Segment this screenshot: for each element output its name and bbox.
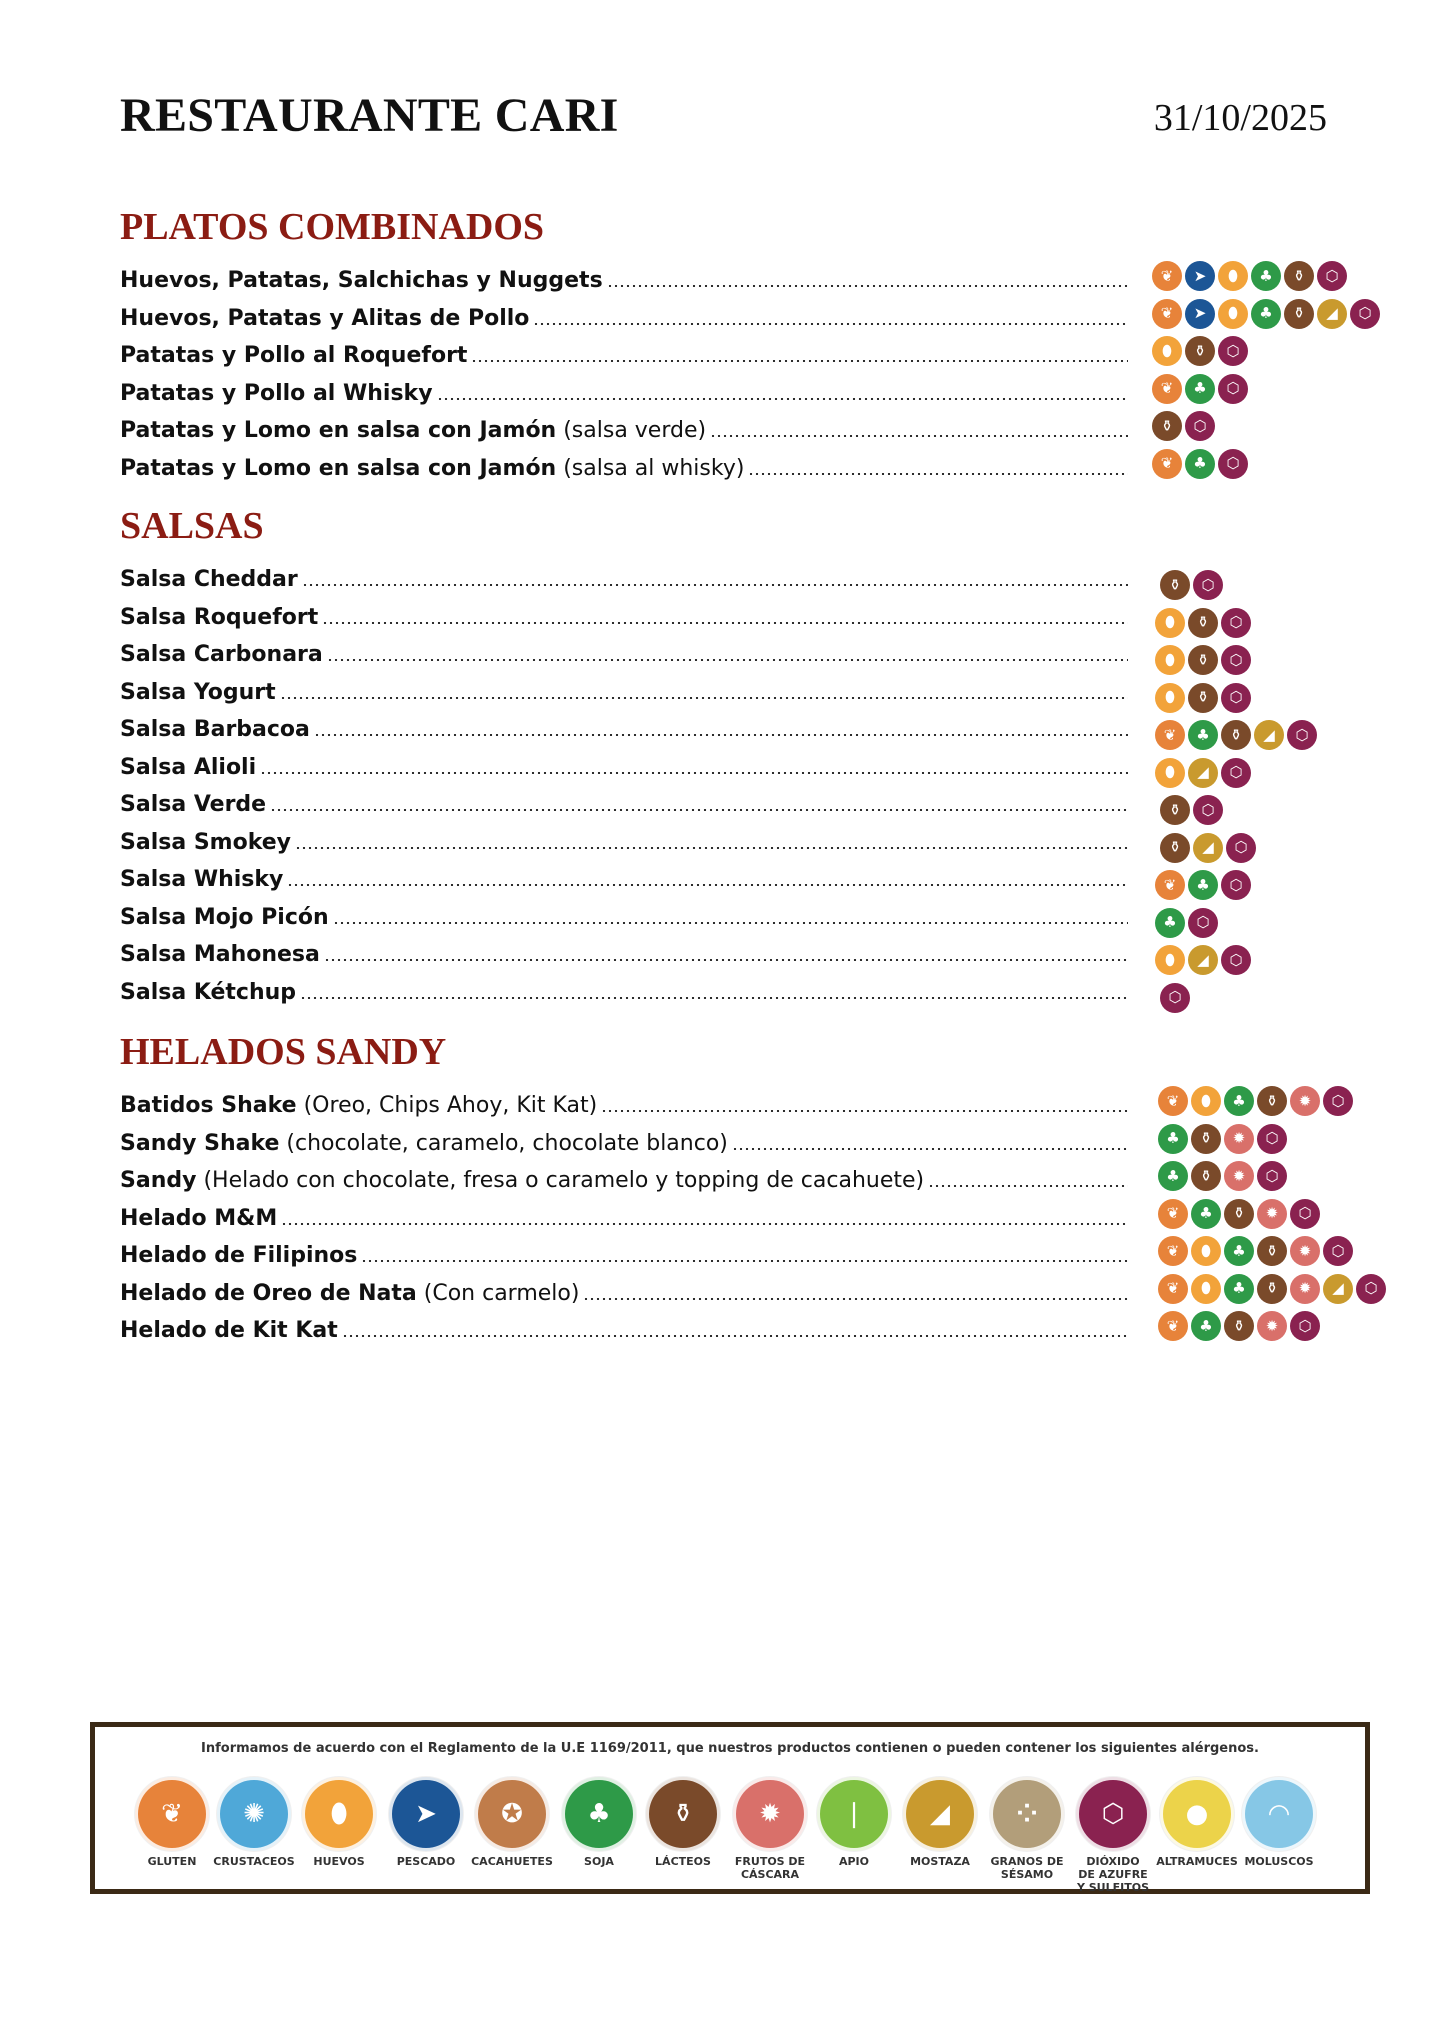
menu-item-note: (Con carmelo) bbox=[416, 1280, 580, 1306]
nut-icon: ✹ bbox=[1257, 1311, 1287, 1341]
menu-item bbox=[120, 370, 1128, 406]
wheat-icon: ❦ bbox=[1155, 870, 1185, 900]
milk-jug-icon: ⚱ bbox=[1257, 1274, 1287, 1304]
fish-icon: ➤ bbox=[389, 1777, 463, 1851]
wheat-icon: ❦ bbox=[135, 1777, 209, 1851]
allergen-legend bbox=[90, 1722, 1370, 1894]
legend-label: GRANOS DE SÉSAMO bbox=[990, 1855, 1064, 1881]
soy-icon: ♣ bbox=[1185, 374, 1215, 404]
milk-jug-icon: ⚱ bbox=[1284, 299, 1314, 329]
wheat-icon: ❦ bbox=[1158, 1236, 1188, 1266]
menu-item-name: Salsa Alioli bbox=[120, 754, 257, 780]
milk-jug-icon: ⚱ bbox=[1257, 1086, 1287, 1116]
legend-label: DIÓXIDO DE AZUFRE Y SULFITOS bbox=[1076, 1855, 1150, 1894]
menu-item bbox=[120, 819, 1128, 855]
milk-jug-icon: ⚱ bbox=[1160, 795, 1190, 825]
dot-leader bbox=[710, 435, 1128, 437]
menu-item-text bbox=[120, 456, 744, 481]
egg-icon: ⬮ bbox=[1218, 299, 1248, 329]
menu-item-text bbox=[120, 1281, 579, 1306]
menu-item bbox=[120, 1232, 1128, 1268]
egg-icon: ⬮ bbox=[1155, 683, 1185, 713]
milk-jug-icon: ⚱ bbox=[1160, 833, 1190, 863]
menu-item-text bbox=[120, 792, 266, 817]
menu-item-note: (Helado con chocolate, fresa o caramelo y topping de cacahuete) bbox=[196, 1168, 925, 1193]
egg-icon: ⬮ bbox=[1191, 1236, 1221, 1266]
menu-item-note: (salsa al whisky) bbox=[556, 455, 745, 481]
sulphite-icon: ⬡ bbox=[1221, 945, 1251, 975]
section-title-salsas: SALSAS bbox=[120, 505, 264, 547]
legend-item-huevos bbox=[296, 1777, 382, 1868]
legend-label: FRUTOS DE CÁSCARA bbox=[734, 1855, 806, 1881]
egg-icon: ⬮ bbox=[1191, 1274, 1221, 1304]
mustard-icon: ◢ bbox=[1188, 945, 1218, 975]
soy-icon: ♣ bbox=[1191, 1199, 1221, 1229]
sulphite-icon: ⬡ bbox=[1193, 795, 1223, 825]
legend-label: CACAHUETES bbox=[471, 1855, 553, 1868]
legend-label: ALTRAMUCES bbox=[1156, 1855, 1238, 1868]
allergen-icons bbox=[1160, 833, 1256, 863]
dot-leader bbox=[280, 697, 1128, 699]
allergen-icons bbox=[1160, 795, 1223, 825]
sulphite-icon: ⬡ bbox=[1226, 833, 1256, 863]
crab-icon: ✺ bbox=[217, 1777, 291, 1851]
legend-item-frutos bbox=[727, 1777, 813, 1881]
sulphite-icon: ⬡ bbox=[1076, 1777, 1150, 1851]
menu-item-name: Salsa Mojo Picón bbox=[120, 904, 329, 930]
sulphite-icon: ⬡ bbox=[1290, 1311, 1320, 1341]
sulphite-icon: ⬡ bbox=[1185, 411, 1215, 441]
wheat-icon: ❦ bbox=[1152, 374, 1182, 404]
allergen-icons bbox=[1155, 945, 1251, 975]
allergen-icons bbox=[1155, 908, 1218, 938]
milk-jug-icon: ⚱ bbox=[1188, 608, 1218, 638]
soy-icon: ♣ bbox=[1224, 1274, 1254, 1304]
wheat-icon: ❦ bbox=[1158, 1274, 1188, 1304]
menu-item-text bbox=[120, 268, 603, 293]
wheat-icon: ❦ bbox=[1152, 449, 1182, 479]
menu-date: 31/10/2025 bbox=[1153, 97, 1327, 139]
sulphite-icon: ⬡ bbox=[1188, 908, 1218, 938]
menu-item bbox=[120, 969, 1128, 1005]
legend-item-sulfitos bbox=[1070, 1777, 1156, 1894]
dot-leader bbox=[260, 772, 1128, 774]
menu-item bbox=[120, 295, 1128, 331]
dot-leader bbox=[322, 622, 1128, 624]
sulphite-icon: ⬡ bbox=[1323, 1086, 1353, 1116]
legend-note: Informamos de acuerdo con el Reglamento de la U.E 1169/2011, que nuestros productos contienen o pueden contener los siguientes alérgenos. bbox=[201, 1741, 1259, 1756]
menu-item-name: Salsa Kétchup bbox=[120, 979, 297, 1005]
legend-item-pescado bbox=[383, 1777, 469, 1868]
milk-jug-icon: ⚱ bbox=[1160, 570, 1190, 600]
menu-item bbox=[120, 669, 1128, 705]
legend-label: SOJA bbox=[584, 1855, 614, 1868]
menu-item-text bbox=[120, 605, 318, 630]
menu-item-name: Batidos Shake bbox=[120, 1093, 297, 1118]
allergen-icons bbox=[1160, 570, 1223, 600]
menu-item-text bbox=[120, 1131, 728, 1156]
milk-jug-icon: ⚱ bbox=[1188, 683, 1218, 713]
milk-jug-icon: ⚱ bbox=[1191, 1124, 1221, 1154]
wheat-icon: ❦ bbox=[1158, 1311, 1188, 1341]
menu-item bbox=[120, 1270, 1128, 1306]
menu-item bbox=[120, 631, 1128, 667]
soy-icon: ♣ bbox=[1191, 1311, 1221, 1341]
legend-item-sesamo bbox=[984, 1777, 1070, 1881]
allergen-icons bbox=[1158, 1161, 1287, 1191]
legend-label: MOSTAZA bbox=[910, 1855, 970, 1868]
menu-item-name: Sandy bbox=[120, 1168, 197, 1193]
sulphite-icon: ⬡ bbox=[1221, 608, 1251, 638]
milk-jug-icon: ⚱ bbox=[1221, 720, 1251, 750]
allergen-icons bbox=[1152, 374, 1248, 404]
soy-icon: ♣ bbox=[1188, 870, 1218, 900]
menu-item bbox=[120, 257, 1128, 293]
menu-item-text bbox=[120, 1318, 338, 1343]
menu-item-name: Patatas y Pollo al Whisky bbox=[120, 380, 433, 406]
menu-item-text bbox=[120, 942, 320, 967]
dot-leader bbox=[295, 847, 1128, 849]
menu-item-name: Helado de Oreo de Nata bbox=[120, 1280, 417, 1306]
sulphite-icon: ⬡ bbox=[1290, 1199, 1320, 1229]
nut-icon: ✹ bbox=[1290, 1274, 1320, 1304]
menu-item-text bbox=[120, 717, 310, 742]
dot-leader bbox=[314, 734, 1128, 736]
menu-item-text bbox=[120, 418, 706, 443]
fish-icon: ➤ bbox=[1185, 261, 1215, 291]
menu-item-text bbox=[120, 642, 323, 667]
sulphite-icon: ⬡ bbox=[1350, 299, 1380, 329]
menu-item-text bbox=[120, 1093, 597, 1118]
allergen-icons bbox=[1160, 983, 1190, 1013]
dot-leader bbox=[748, 473, 1128, 475]
dot-leader bbox=[324, 959, 1128, 961]
milk-jug-icon: ⚱ bbox=[1224, 1311, 1254, 1341]
nut-icon: ✹ bbox=[1257, 1199, 1287, 1229]
legend-label: GLUTEN bbox=[147, 1855, 197, 1868]
wheat-icon: ❦ bbox=[1152, 261, 1182, 291]
legend-item-lacteos bbox=[640, 1777, 726, 1868]
menu-item-name: Sandy Shake bbox=[120, 1130, 280, 1156]
soy-icon: ♣ bbox=[562, 1777, 636, 1851]
dot-leader bbox=[437, 398, 1128, 400]
lupin-icon: ● bbox=[1160, 1777, 1234, 1851]
menu-item-text bbox=[120, 306, 529, 331]
celery-icon: ❘ bbox=[817, 1777, 891, 1851]
sulphite-icon: ⬡ bbox=[1218, 449, 1248, 479]
milk-jug-icon: ⚱ bbox=[1191, 1161, 1221, 1191]
menu-item bbox=[120, 1307, 1128, 1343]
nut-icon: ✹ bbox=[1290, 1086, 1320, 1116]
menu-item bbox=[120, 556, 1128, 592]
sulphite-icon: ⬡ bbox=[1160, 983, 1190, 1013]
menu-item-text bbox=[120, 980, 296, 1005]
sulphite-icon: ⬡ bbox=[1257, 1124, 1287, 1154]
menu-item-note: (Oreo, Chips Ahoy, Kit Kat) bbox=[296, 1093, 598, 1118]
milk-jug-icon: ⚱ bbox=[1284, 261, 1314, 291]
menu-item bbox=[120, 1120, 1128, 1156]
sesame-icon: ⁘ bbox=[990, 1777, 1064, 1851]
menu-item-name: Patatas y Lomo en salsa con Jamón bbox=[120, 418, 557, 443]
menu-item-name: Salsa Mahonesa bbox=[120, 942, 320, 967]
egg-icon: ⬮ bbox=[1155, 608, 1185, 638]
dot-leader bbox=[300, 997, 1128, 999]
menu-item-name: Salsa Carbonara bbox=[120, 642, 323, 667]
mustard-icon: ◢ bbox=[1193, 833, 1223, 863]
menu-item-note: (salsa verde) bbox=[556, 418, 707, 443]
legend-label: MOLUSCOS bbox=[1244, 1855, 1314, 1868]
menu-item-name: Salsa Barbacoa bbox=[120, 717, 310, 742]
menu-item bbox=[120, 594, 1128, 630]
soy-icon: ♣ bbox=[1251, 261, 1281, 291]
menu-item-text bbox=[120, 1206, 277, 1231]
sulphite-icon: ⬡ bbox=[1218, 374, 1248, 404]
allergen-icons bbox=[1158, 1274, 1386, 1304]
allergen-icons bbox=[1158, 1311, 1320, 1341]
legend-label: PESCADO bbox=[396, 1855, 456, 1868]
sulphite-icon: ⬡ bbox=[1193, 570, 1223, 600]
menu-item bbox=[120, 332, 1128, 368]
restaurant-name: RESTAURANTE CARI bbox=[120, 89, 619, 142]
menu-item-name: Salsa Roquefort bbox=[120, 604, 319, 630]
menu-item-name: Salsa Cheddar bbox=[120, 567, 298, 592]
milk-jug-icon: ⚱ bbox=[1185, 336, 1215, 366]
soy-icon: ♣ bbox=[1224, 1236, 1254, 1266]
menu-item bbox=[120, 706, 1128, 742]
legend-item-mostaza bbox=[897, 1777, 983, 1868]
egg-icon: ⬮ bbox=[1155, 645, 1185, 675]
menu-item-name: Huevos, Patatas y Alitas de Pollo bbox=[120, 305, 530, 331]
dot-leader bbox=[281, 1223, 1128, 1225]
menu-item-name: Huevos, Patatas, Salchichas y Nuggets bbox=[120, 268, 603, 293]
dot-leader bbox=[471, 360, 1128, 362]
legend-label: CRUSTACEOS bbox=[213, 1855, 295, 1868]
menu-item-name: Salsa Whisky bbox=[120, 867, 284, 892]
menu-item bbox=[120, 744, 1128, 780]
dot-leader bbox=[607, 285, 1128, 287]
egg-icon: ⬮ bbox=[1155, 945, 1185, 975]
soy-icon: ♣ bbox=[1251, 299, 1281, 329]
allergen-icons bbox=[1158, 1199, 1320, 1229]
menu-item-text bbox=[120, 680, 276, 705]
dot-leader bbox=[287, 884, 1128, 886]
wheat-icon: ❦ bbox=[1155, 720, 1185, 750]
menu-item-name: Patatas y Pollo al Roquefort bbox=[120, 343, 468, 368]
menu-item-name: Salsa Verde bbox=[120, 792, 267, 817]
sulphite-icon: ⬡ bbox=[1257, 1161, 1287, 1191]
allergen-icons bbox=[1152, 336, 1248, 366]
menu-item-note: (chocolate, caramelo, chocolate blanco) bbox=[279, 1130, 728, 1156]
section-title-platos: PLATOS COMBINADOS bbox=[120, 206, 545, 248]
sulphite-icon: ⬡ bbox=[1218, 336, 1248, 366]
menu-item-name: Helado de Kit Kat bbox=[120, 1318, 338, 1343]
menu-item bbox=[120, 894, 1128, 930]
allergen-icons bbox=[1152, 261, 1347, 291]
nut-icon: ✹ bbox=[1290, 1236, 1320, 1266]
wheat-icon: ❦ bbox=[1158, 1086, 1188, 1116]
dot-leader bbox=[342, 1335, 1128, 1337]
egg-icon: ⬮ bbox=[1155, 758, 1185, 788]
allergen-icons bbox=[1155, 870, 1251, 900]
dot-leader bbox=[928, 1185, 1128, 1187]
egg-icon: ⬮ bbox=[1152, 336, 1182, 366]
legend-item-crustaceos bbox=[211, 1777, 297, 1868]
mustard-icon: ◢ bbox=[1254, 720, 1284, 750]
legend-item-gluten bbox=[129, 1777, 215, 1868]
egg-icon: ⬮ bbox=[1191, 1086, 1221, 1116]
shell-icon: ◠ bbox=[1242, 1777, 1316, 1851]
dot-leader bbox=[601, 1110, 1128, 1112]
section-title-helados: HELADOS SANDY bbox=[120, 1031, 447, 1073]
allergen-icons bbox=[1155, 758, 1251, 788]
dot-leader bbox=[361, 1260, 1128, 1262]
dot-leader bbox=[333, 922, 1128, 924]
egg-icon: ⬮ bbox=[1218, 261, 1248, 291]
milk-jug-icon: ⚱ bbox=[1224, 1199, 1254, 1229]
menu-item-text bbox=[120, 755, 256, 780]
soy-icon: ♣ bbox=[1224, 1086, 1254, 1116]
menu-item-name: Patatas y Lomo en salsa con Jamón bbox=[120, 455, 557, 481]
soy-icon: ♣ bbox=[1158, 1161, 1188, 1191]
fish-icon: ➤ bbox=[1185, 299, 1215, 329]
menu-item-text bbox=[120, 830, 291, 855]
allergen-icons bbox=[1152, 299, 1380, 329]
menu-item-text bbox=[120, 905, 329, 930]
sulphite-icon: ⬡ bbox=[1221, 645, 1251, 675]
mustard-icon: ◢ bbox=[1323, 1274, 1353, 1304]
sulphite-icon: ⬡ bbox=[1221, 683, 1251, 713]
menu-item bbox=[120, 1082, 1128, 1118]
legend-item-apio bbox=[811, 1777, 897, 1868]
legend-item-soja bbox=[556, 1777, 642, 1868]
milk-jug-icon: ⚱ bbox=[1188, 645, 1218, 675]
nut-icon: ✹ bbox=[1224, 1124, 1254, 1154]
milk-jug-icon: ⚱ bbox=[646, 1777, 720, 1851]
menu-item bbox=[120, 856, 1128, 892]
menu-item-text bbox=[120, 381, 433, 406]
soy-icon: ♣ bbox=[1185, 449, 1215, 479]
milk-jug-icon: ⚱ bbox=[1257, 1236, 1287, 1266]
legend-label: APIO bbox=[838, 1855, 870, 1868]
menu-item-text bbox=[120, 867, 283, 892]
legend-label: HUEVOS bbox=[313, 1855, 365, 1868]
menu-item-text bbox=[120, 343, 467, 368]
dot-leader bbox=[583, 1298, 1128, 1300]
menu-item bbox=[120, 781, 1128, 817]
allergen-icons bbox=[1155, 720, 1317, 750]
peanut-icon: ✪ bbox=[475, 1777, 549, 1851]
menu-item-text bbox=[120, 1243, 357, 1268]
soy-icon: ♣ bbox=[1188, 720, 1218, 750]
sulphite-icon: ⬡ bbox=[1356, 1274, 1386, 1304]
sulphite-icon: ⬡ bbox=[1317, 261, 1347, 291]
legend-item-cacahuetes bbox=[469, 1777, 555, 1868]
menu-item-name: Helado de Filipinos bbox=[120, 1243, 358, 1268]
menu-item-text bbox=[120, 1168, 924, 1193]
allergen-icons bbox=[1155, 608, 1251, 638]
menu-item bbox=[120, 931, 1128, 967]
menu-item bbox=[120, 407, 1128, 443]
menu-item-name: Salsa Smokey bbox=[120, 829, 292, 855]
egg-icon: ⬮ bbox=[302, 1777, 376, 1851]
sulphite-icon: ⬡ bbox=[1323, 1236, 1353, 1266]
soy-icon: ♣ bbox=[1155, 908, 1185, 938]
dot-leader bbox=[732, 1148, 1128, 1150]
menu-item bbox=[120, 1195, 1128, 1231]
nut-icon: ✹ bbox=[1224, 1161, 1254, 1191]
mustard-icon: ◢ bbox=[1188, 758, 1218, 788]
menu-item bbox=[120, 1157, 1128, 1193]
allergen-icons bbox=[1158, 1086, 1353, 1116]
menu-item-name: Helado M&M bbox=[120, 1205, 278, 1231]
sulphite-icon: ⬡ bbox=[1287, 720, 1317, 750]
nut-icon: ✹ bbox=[733, 1777, 807, 1851]
mustard-icon: ◢ bbox=[903, 1777, 977, 1851]
menu-item-text bbox=[120, 567, 298, 592]
milk-jug-icon: ⚱ bbox=[1152, 411, 1182, 441]
sulphite-icon: ⬡ bbox=[1221, 870, 1251, 900]
allergen-icons bbox=[1158, 1236, 1353, 1266]
dot-leader bbox=[270, 809, 1128, 811]
allergen-icons bbox=[1152, 449, 1248, 479]
wheat-icon: ❦ bbox=[1158, 1199, 1188, 1229]
allergen-icons bbox=[1155, 645, 1251, 675]
allergen-icons bbox=[1155, 683, 1251, 713]
legend-label: LÁCTEOS bbox=[655, 1855, 711, 1868]
mustard-icon: ◢ bbox=[1317, 299, 1347, 329]
menu-item bbox=[120, 445, 1128, 481]
allergen-icons bbox=[1152, 411, 1215, 441]
dot-leader bbox=[533, 323, 1128, 325]
dot-leader bbox=[302, 584, 1128, 586]
menu-item-name: Salsa Yogurt bbox=[120, 679, 276, 705]
allergen-icons bbox=[1158, 1124, 1287, 1154]
soy-icon: ♣ bbox=[1158, 1124, 1188, 1154]
legend-item-moluscos bbox=[1236, 1777, 1322, 1868]
dot-leader bbox=[327, 659, 1128, 661]
wheat-icon: ❦ bbox=[1152, 299, 1182, 329]
sulphite-icon: ⬡ bbox=[1221, 758, 1251, 788]
legend-item-altramuces bbox=[1154, 1777, 1240, 1868]
